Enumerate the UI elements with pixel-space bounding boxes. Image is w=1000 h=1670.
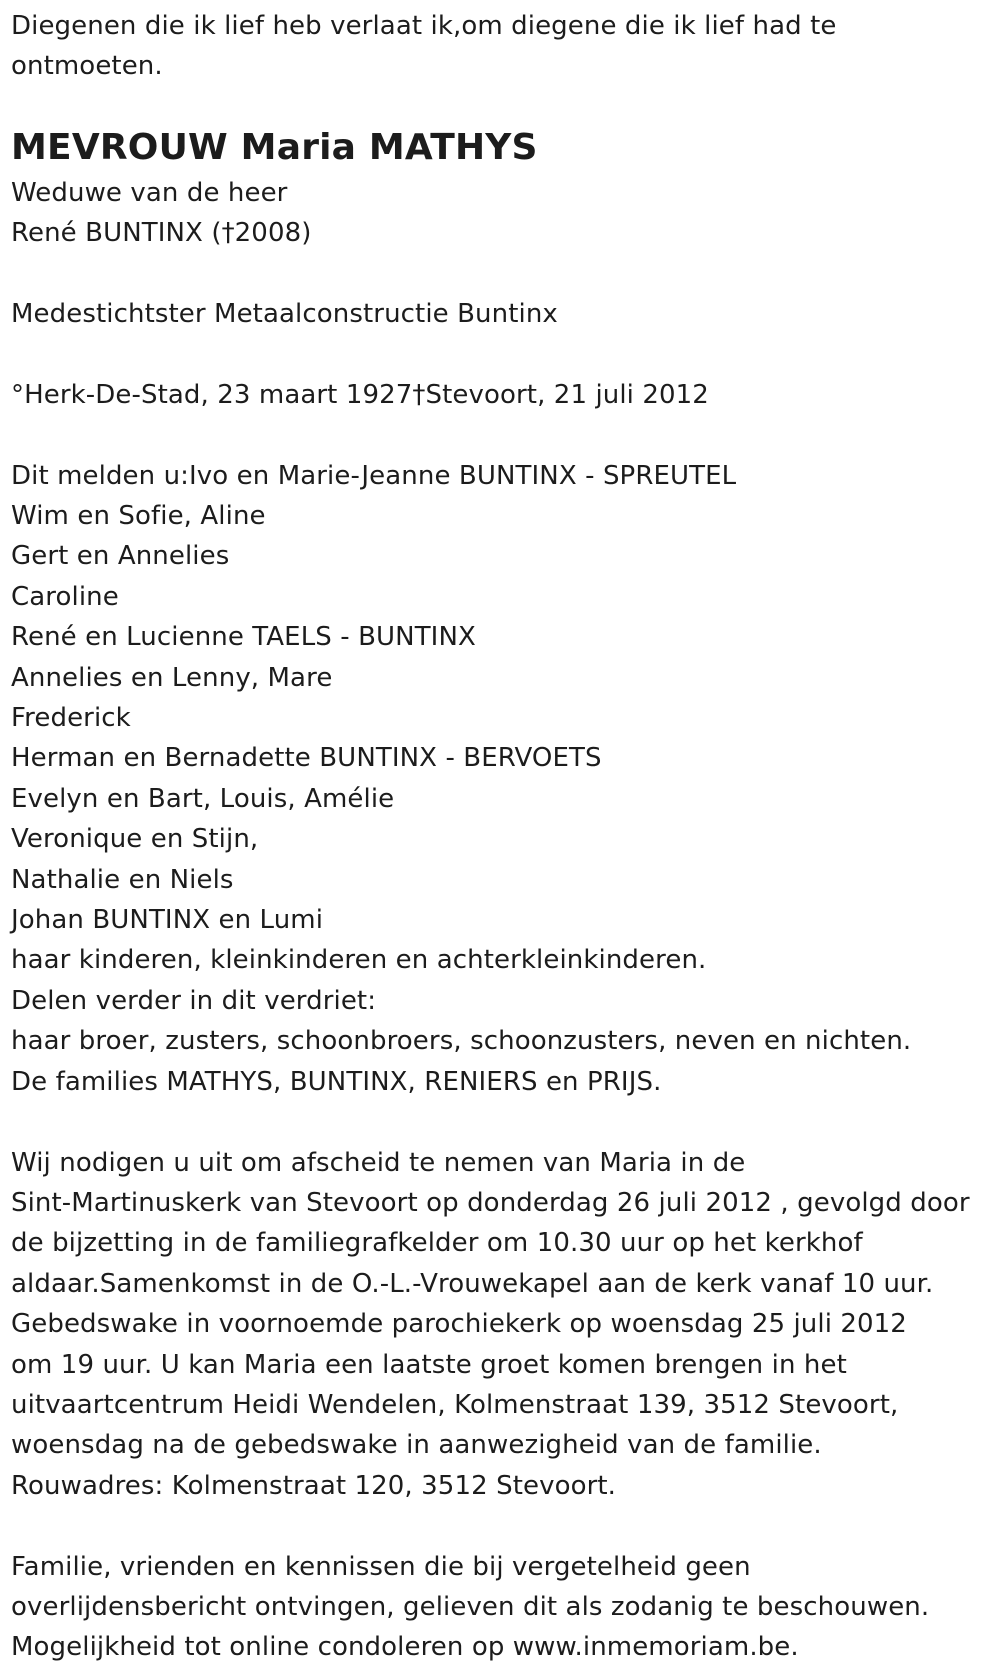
- closing-line: overlijdensbericht ontvingen, gelieven dit als zodanig te beschouwen.: [11, 1591, 930, 1622]
- announcer-line: Annelies en Lenny, Mare: [11, 662, 333, 693]
- funeral-line: Gebedswake in voornoemde parochiekerk op woensdag 25 juli 2012: [11, 1309, 907, 1340]
- funeral-details: [11, 1143, 1000, 1507]
- spacer: [11, 334, 1000, 374]
- funeral-line: uitvaartcentrum Heidi Wendelen, Kolmenstraat 139, 3512 Stevoort,: [11, 1389, 899, 1420]
- announcer-line: haar broer, zusters, schoonbroers, schoonzusters, neven en nichten.: [11, 1026, 912, 1057]
- closing-line: Mogelijkheid tot online condoleren op www.inmemoriam.be.: [11, 1632, 799, 1663]
- spacer: [11, 1506, 1000, 1546]
- closing-line: Familie, vrienden en kennissen die bij vergetelheid geen: [11, 1551, 751, 1582]
- spacer: [11, 1102, 1000, 1142]
- deceased-name: MEVROUW Maria MATHYS: [11, 126, 538, 168]
- closing-note: [11, 1547, 1000, 1668]
- announcer-line: Dit melden u:Ivo en Marie-Jeanne BUNTINX - SPREUTEL: [11, 460, 737, 491]
- announcer-line: Evelyn en Bart, Louis, Amélie: [11, 783, 395, 814]
- announcers-list: [11, 456, 1000, 1103]
- funeral-line: Sint-Martinuskerk van Stevoort op donderdag 26 juli 2012 , gevolgd door: [11, 1187, 970, 1218]
- spacer: [11, 254, 1000, 294]
- announcer-line: Wim en Sofie, Aline: [11, 501, 266, 532]
- announcer-line: Caroline: [11, 581, 119, 612]
- announcer-line: haar kinderen, kleinkinderen en achterkleinkinderen.: [11, 945, 707, 976]
- founder-line: Medestichtster Metaalconstructie Buntinx: [11, 299, 558, 330]
- intro-line: Diegenen die ik lief heb verlaat ik,om diegene die ik lief had te: [11, 11, 837, 41]
- announcer-line: Johan BUNTINX en Lumi: [11, 905, 324, 936]
- announcer-line: Gert en Annelies: [11, 541, 230, 572]
- announcer-line: De families MATHYS, BUNTINX, RENIERS en PRIJS.: [11, 1066, 662, 1097]
- announcer-line: Nathalie en Niels: [11, 864, 234, 895]
- funeral-line: woensdag na de gebedswake in aanwezigheid van de familie.: [11, 1430, 822, 1461]
- funeral-line: de bijzetting in de familiegrafkelder om 10.30 uur op het kerkhof: [11, 1228, 863, 1259]
- announcer-line: Herman en Bernadette BUNTINX - BERVOETS: [11, 743, 602, 774]
- announcer-line: René en Lucienne TAELS - BUNTINX: [11, 622, 476, 653]
- announcer-line: Delen verder in dit verdriet:: [11, 985, 377, 1016]
- funeral-line: Wij nodigen u uit om afscheid te nemen van Maria in de: [11, 1147, 746, 1178]
- intro-line: ontmoeten.: [11, 51, 163, 82]
- widow-line: Weduwe van de heer: [11, 177, 288, 208]
- funeral-line: om 19 uur. U kan Maria een laatste groet komen brengen in het: [11, 1349, 847, 1380]
- widow-info: [11, 173, 1000, 254]
- intro-quote: [11, 6, 1000, 87]
- widow-line: René BUNTINX (†2008): [11, 218, 312, 249]
- funeral-line: aldaar.Samenkomst in de O.-L.-Vrouwekapel aan de kerk vanaf 10 uur.: [11, 1268, 934, 1299]
- announcer-line: Frederick: [11, 703, 131, 734]
- funeral-line: Rouwadres: Kolmenstraat 120, 3512 Stevoort.: [11, 1470, 617, 1501]
- birth-death-line: °Herk-De-Stad, 23 maart 1927†Stevoort, 21 juli 2012: [11, 379, 709, 410]
- spacer: [11, 87, 1000, 123]
- spacer: [11, 415, 1000, 455]
- announcer-line: Veronique en Stijn,: [11, 824, 259, 855]
